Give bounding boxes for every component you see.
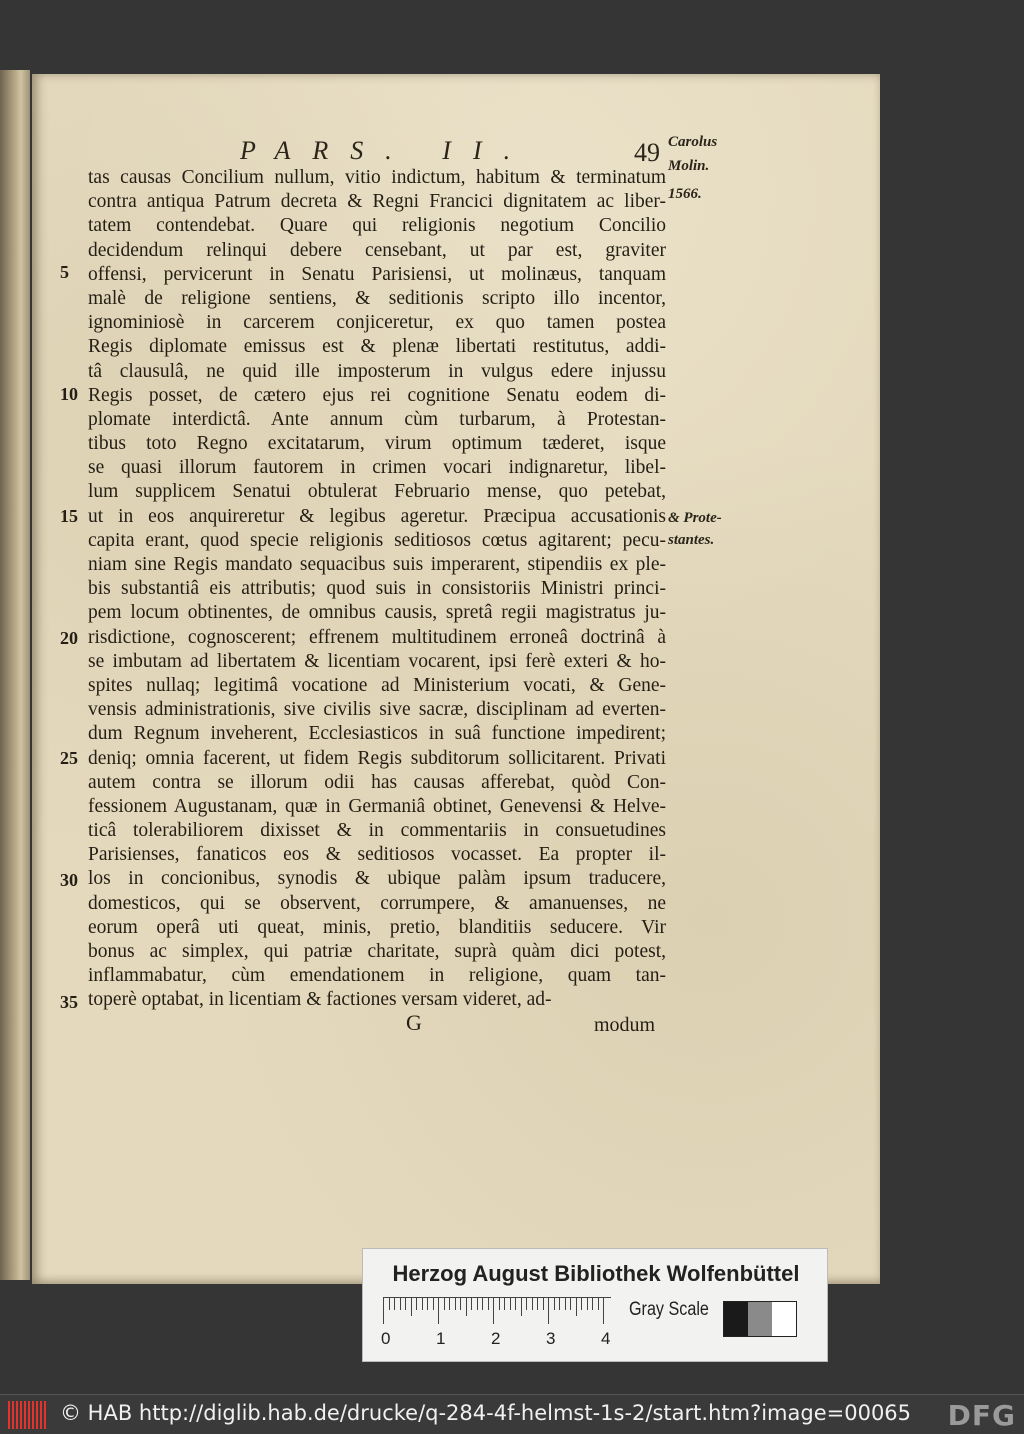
library-name: Herzog August Bibliothek Wolfenbüttel: [392, 1261, 800, 1286]
text-line: ignominiosè in carcerem conjiceretur, ex quo tamen postea: [88, 312, 666, 334]
margin-note: 1566.: [668, 186, 702, 202]
ruler-label: 2: [491, 1329, 501, 1348]
text-line: pem locum obtinentes, de omnibus causis, spretâ regii magistratus ju-: [88, 602, 666, 624]
text-line: offensi, pervicerunt in Senatu Parisiensi, ut molinæus, tanquam: [88, 263, 666, 285]
text-line: tâ clausulâ, ne quid ille imposterum in vulgus edere injussu: [88, 360, 666, 382]
ruler-tick: [499, 1298, 500, 1310]
ruler-tick: [592, 1298, 593, 1310]
signature-mark: G: [406, 1010, 422, 1035]
text-line: contra antiqua Patrum decreta & Regni Francici dignitatem ac liber-: [88, 191, 666, 213]
margin-note: Molin.: [668, 158, 710, 174]
text-line: toperè optabat, in licentiam & factiones versam videret, ad-: [88, 989, 552, 1011]
ruler-tick: [482, 1298, 483, 1310]
text-line: tas causas Concilium nullum, vitio indictum, habitum & terminatum: [88, 167, 666, 188]
text-line: ticâ tolerabiliorem dixisset & in commentariis in consuetudines: [88, 820, 666, 842]
ruler-tick: [559, 1298, 560, 1310]
ruler-tick: [444, 1298, 445, 1310]
ruler-label: 1: [436, 1329, 446, 1348]
ruler-tick: [570, 1298, 571, 1310]
text-line: tatem contendebat. Quare qui religionis negotium Concilio: [88, 215, 666, 237]
line-number: 20: [60, 628, 78, 648]
text-line: spites nullaq; legitimâ vocatione ad Ministerium vocati, & Gene-: [88, 674, 666, 696]
line-number: 10: [60, 384, 78, 404]
text-line: capita erant, quod specie religionis seditiosos cœtus agitarent; pecu-: [88, 529, 666, 551]
text-line: vensis administrationis, sive civilis sive sacræ, disciplinam ad everten-: [88, 699, 666, 721]
text-line: dum Regnum inveherent, Ecclesiasticos in suâ functione impedirent;: [88, 723, 666, 745]
ruler-tick: [389, 1298, 390, 1310]
source-link[interactable]: © HAB http://diglib.hab.de/drucke/q-284-4f-helmst-1s-2/start.htm?image=00065: [60, 1401, 912, 1425]
text-line: inflammabatur, cùm emendationem in religione, quam tan-: [88, 965, 666, 987]
text-line: fessionem Augustanam, quæ in Germaniâ obtinet, Genevensi & Helve-: [88, 795, 666, 817]
ruler-tick: [411, 1298, 412, 1316]
ruler-tick: [422, 1298, 423, 1310]
text-line: eorum operâ uti queat, minis, pretio, blanditiis seducere. Vir: [88, 916, 666, 938]
ruler-tick: [598, 1298, 599, 1310]
gray-scale-card: [362, 1248, 828, 1362]
dfg-logo: DFG: [947, 1399, 1016, 1432]
ruler-tick: [587, 1298, 588, 1310]
ruler-label: 4: [601, 1329, 611, 1348]
text-line: los in concionibus, synodis & ubique palàm ipsum traducere,: [88, 868, 666, 890]
margin-note: & Prote-: [668, 510, 722, 526]
running-head: PARS. II.: [240, 136, 533, 165]
ruler-tick: [543, 1298, 544, 1310]
line-number: 25: [60, 748, 78, 768]
text-line: Regis posset, de cætero ejus rei cognitione Senatu eodem di-: [88, 384, 666, 406]
page-number: 49: [634, 138, 660, 167]
ruler-tick: [576, 1298, 577, 1316]
text-line: domesticos, qui se observent, corrumpere, & amanuenses, ne: [88, 892, 666, 914]
text-line: tibus toto Regno excitatarum, virum optimum tæderet, isque: [88, 433, 666, 455]
gray-patches: [723, 1301, 797, 1337]
ruler-tick: [455, 1298, 456, 1310]
ruler-tick: [581, 1298, 582, 1310]
ruler-tick: [416, 1298, 417, 1310]
ruler-tick: [537, 1298, 538, 1310]
line-number: 5: [60, 262, 69, 282]
ruler-label: 3: [546, 1329, 556, 1348]
text-line: lum supplicem Senatui obtulerat Februario mense, quo petebat,: [88, 481, 666, 503]
text-line: ut in eos anquireretur & legibus ageretur. Præcipua accusationis: [88, 505, 666, 527]
gray-patch: [724, 1302, 748, 1336]
text-line: risdictione, cognoscerent; effrenem multitudinem erroneâ doctrinâ à: [88, 626, 666, 648]
scale-ruler: [383, 1297, 611, 1327]
ruler-tick: [526, 1298, 527, 1310]
ruler-tick: [405, 1298, 406, 1310]
ruler-tick: [400, 1298, 401, 1310]
gray-patch: [772, 1302, 796, 1336]
footer-bar: [0, 1394, 1024, 1434]
ruler-tick: [521, 1298, 522, 1316]
ruler-tick: [466, 1298, 467, 1316]
text-line: Parisienses, fanaticos eos & seditiosos vocasset. Ea propter il-: [88, 844, 666, 866]
ruler-tick: [460, 1298, 461, 1310]
left-page-edge: [0, 70, 30, 1280]
ruler-tick: [603, 1298, 604, 1324]
ruler-tick: [565, 1298, 566, 1310]
ruler-tick: [504, 1298, 505, 1310]
ruler-tick: [433, 1298, 434, 1310]
gray-patch: [748, 1302, 772, 1336]
margin-note: stantes.: [668, 532, 715, 548]
ruler-tick: [438, 1298, 439, 1324]
gray-scale-label: Gray Scale: [629, 1299, 709, 1320]
text-line: malè de religione sentiens, & seditionis scripto illo incentor,: [88, 287, 666, 309]
ruler-tick: [427, 1298, 428, 1310]
ruler-tick: [471, 1298, 472, 1310]
margin-note: Carolus: [668, 134, 718, 150]
catchword: modum: [594, 1014, 656, 1036]
body-text: [88, 166, 666, 1013]
text-line: bis substantiâ eis attributis; quod suis in consistoriis Ministri princi-: [88, 578, 666, 600]
ruler-tick: [477, 1298, 478, 1310]
text-line: Regis diplomate emissus est & plenæ libertati restitutus, addi-: [88, 336, 666, 358]
text-line: deniq; omnia facerent, ut fidem Regis subditorum sollicitarent. Privati: [88, 747, 666, 769]
ruler-tick: [394, 1298, 395, 1310]
ruler-tick: [493, 1298, 494, 1324]
ruler-tick: [554, 1298, 555, 1310]
text-line: decidendum relinqui debere censebant, ut par est, graviter: [88, 239, 666, 261]
text-line: autem contra se illorum odii has causas afferebat, quòd Con-: [88, 771, 666, 793]
text-line: se quasi illorum fautorem in crimen vocari indignaretur, libel-: [88, 457, 666, 479]
text-line: niam sine Regis mandato sequacibus suis imperarent, stipendiis ex ple-: [88, 554, 666, 575]
ruler-tick: [449, 1298, 450, 1310]
barcode-icon: [8, 1401, 48, 1429]
ruler-tick: [488, 1298, 489, 1310]
ruler-tick: [548, 1298, 549, 1324]
ruler-tick: [532, 1298, 533, 1310]
ruler-tick: [383, 1298, 384, 1324]
text-line: plomate interdictâ. Ante annum cùm turbarum, à Protestan-: [88, 408, 666, 430]
line-number: 15: [60, 506, 78, 526]
ruler-tick: [515, 1298, 516, 1310]
line-number: 35: [60, 992, 78, 1012]
ruler-label: 0: [381, 1329, 391, 1348]
line-number: 30: [60, 870, 78, 890]
text-line: se imbutam ad libertatem & licentiam vocarent, ipsi ferè exteri & ho-: [88, 650, 666, 672]
text-line: bonus ac simplex, qui patriæ charitate, suprà quàm dici potest,: [88, 941, 666, 962]
ruler-tick: [510, 1298, 511, 1310]
